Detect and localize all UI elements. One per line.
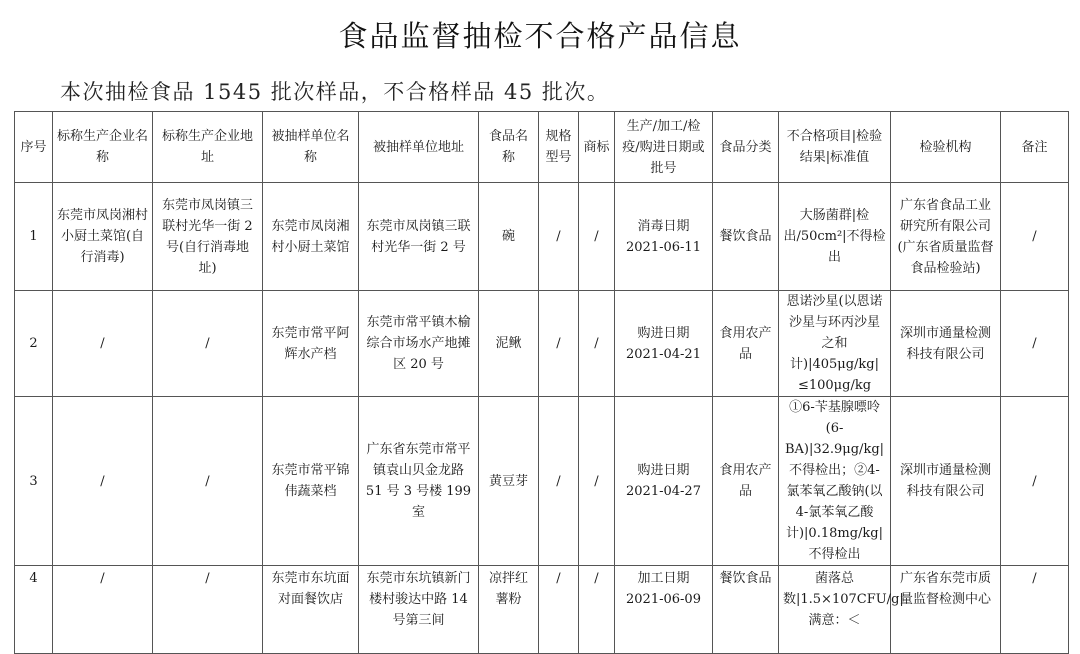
header-category: 食品分类 [713,112,779,183]
failed-products-table [14,111,1069,654]
cell-producer: / [53,291,153,397]
cell-food-name: 黄豆芽 [479,397,539,566]
cell-date: 加工日期 2021-06-09 [615,566,713,654]
header-lab: 检验机构 [891,112,1001,183]
header-failed-items: 不合格项目|检验结果|标准值 [779,112,891,183]
cell-brand: / [579,397,615,566]
cell-no: 3 [15,397,53,566]
cell-producer-address: / [153,566,263,654]
cell-producer: / [53,566,153,654]
cell-sampled-unit: 东莞市东坑面对面餐饮店 [263,566,359,654]
cell-failed-items: ①6-苄基腺嘌呤(6-BA)|32.9μg/kg|不得检出；②4-氯苯氧乙酸钠(以 4-氯苯氧乙酸计)|0.18mg/kg|不得检出 [779,397,891,566]
header-producer: 标称生产企业名称 [53,112,153,183]
cell-spec: / [539,183,579,291]
table-row [15,566,1069,654]
cell-note: / [1001,183,1069,291]
cell-brand: / [579,183,615,291]
table-header-row [15,112,1069,183]
cell-sampled-address: 东莞市东坑镇新门楼村骏达中路 14 号第三间 [359,566,479,654]
cell-category: 餐饮食品 [713,566,779,654]
cell-note: / [1001,291,1069,397]
cell-producer: / [53,397,153,566]
cell-spec: / [539,397,579,566]
cell-failed-items: 菌落总数|1.5×107CFU/g|满意：＜ [779,566,891,654]
cell-date: 消毒日期 2021-06-11 [615,183,713,291]
cell-food-name: 碗 [479,183,539,291]
header-producer-address: 标称生产企业地址 [153,112,263,183]
cell-failed-items: 大肠菌群|检出/50cm²|不得检出 [779,183,891,291]
cell-food-name: 泥鳅 [479,291,539,397]
page-title: 食品监督抽检不合格产品信息 [338,19,742,53]
cell-producer-address: / [153,397,263,566]
header-sampled-address: 被抽样单位地址 [359,112,479,183]
cell-category: 食用农产品 [713,291,779,397]
cell-sampled-unit: 东莞市常平阿辉水产档 [263,291,359,397]
cell-producer-address: / [153,291,263,397]
cell-sampled-address: 广东省东莞市常平镇袁山贝金龙路 51 号 3 号楼 199 室 [359,397,479,566]
cell-note: / [1001,397,1069,566]
table-row [15,397,1069,566]
cell-date: 购进日期 2021-04-21 [615,291,713,397]
table-row [15,183,1069,291]
sampling-summary: 本次抽检食品 1545 批次样品，不合格样品 45 批次。 [60,80,610,104]
cell-lab: 广东省食品工业研究所有限公司(广东省质量监督食品检验站) [891,183,1001,291]
header-no: 序号 [15,112,53,183]
header-note: 备注 [1001,112,1069,183]
cell-note: / [1001,566,1069,654]
cell-sampled-unit: 东莞市常平锦伟蔬菜档 [263,397,359,566]
header-sampled-unit: 被抽样单位名称 [263,112,359,183]
header-spec: 规格型号 [539,112,579,183]
cell-brand: / [579,566,615,654]
table-row [15,291,1069,397]
header-date: 生产/加工/检疫/购进日期或批号 [615,112,713,183]
cell-spec: / [539,291,579,397]
header-brand: 商标 [579,112,615,183]
cell-food-name: 凉拌红薯粉 [479,566,539,654]
cell-sampled-address: 东莞市常平镇木榆综合市场水产地摊区 20 号 [359,291,479,397]
header-food-name: 食品名称 [479,112,539,183]
cell-lab: 深圳市通量检测科技有限公司 [891,397,1001,566]
cell-sampled-address: 东莞市凤岗镇三联村光华一街 2 号 [359,183,479,291]
cell-producer: 东莞市凤岗湘村小厨土菜馆(自行消毒) [53,183,153,291]
cell-category: 餐饮食品 [713,183,779,291]
cell-no: 4 [15,566,53,654]
cell-failed-items: 恩诺沙星(以恩诺沙星与环丙沙星之和计)|405μg/kg|≤100μg/kg [779,291,891,397]
cell-category: 食用农产品 [713,397,779,566]
cell-lab: 深圳市通量检测科技有限公司 [891,291,1001,397]
cell-no: 2 [15,291,53,397]
cell-producer-address: 东莞市凤岗镇三联村光华一街 2 号(自行消毒地址) [153,183,263,291]
cell-sampled-unit: 东莞市凤岗湘村小厨土菜馆 [263,183,359,291]
cell-brand: / [579,291,615,397]
cell-date: 购进日期 2021-04-27 [615,397,713,566]
cell-no: 1 [15,183,53,291]
cell-spec: / [539,566,579,654]
cell-lab: 广东省东莞市质量监督检测中心 [891,566,1001,654]
